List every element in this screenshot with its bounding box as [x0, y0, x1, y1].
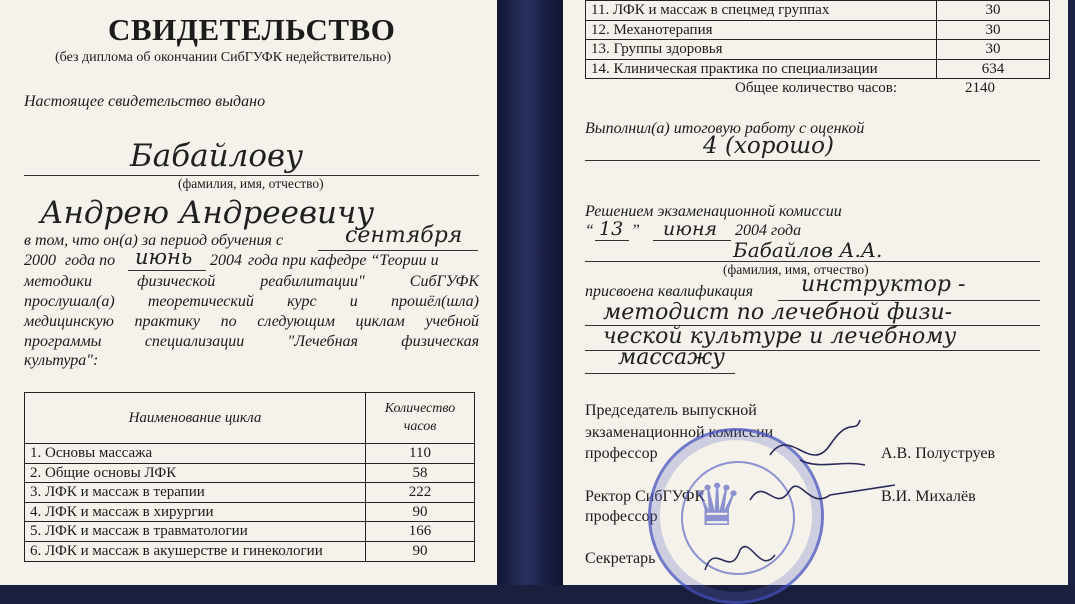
chairman-name: А.В. Полуструев	[881, 445, 996, 462]
document-title: СВИДЕТЕЛЬСТВО	[108, 12, 396, 47]
cycle-hours: 222	[366, 483, 475, 503]
right-page: 11. ЛФК и массаж в спецмед группах 30 12. Механотерапия 30 13. Группы здоровья 30 14. Клиническая практика по специализации 634 Общее количество часов: 2140 Выполнил(а) итоговую работу с оценкой 4 (хорошо) Решением экзаменационной комиссии “ 13 ” июня 2004 года Бабайлов А.А. (фамилия, имя, отчество) присвоена квалификация инструктор - методист по лечебной физи- ческой культуре и лечебному массажу Председатель выпускной экзаменационной комиссии профессор А.В. Полуструев Ректор СибГУФК профессор В.И. Михалёв Секретарь	[563, 0, 1068, 585]
cycle-name: 12. Механотерапия	[586, 20, 937, 40]
table-row	[25, 541, 475, 561]
month-from-handwritten: сентября	[345, 223, 463, 248]
cycle-name: 5. ЛФК и массаж в травматологии	[25, 522, 366, 542]
grade-handwritten: 4 (хорошо)	[703, 133, 834, 159]
issued-to-label: Настоящее свидетельство выдано	[24, 93, 266, 110]
chairman-title-3: профессор	[585, 445, 658, 462]
year-to: 2004	[210, 252, 242, 269]
body-line-3: методики физической реабилитации" СибГУФК	[24, 273, 479, 290]
rector-name: В.И. Михалёв	[881, 488, 976, 505]
decision-name-handwritten: Бабайлов А.А.	[733, 238, 883, 262]
cycle-hours: 30	[937, 40, 1050, 60]
cycle-hours: 90	[366, 541, 475, 561]
table-row	[25, 463, 475, 483]
cycle-name: 13. Группы здоровья	[586, 40, 937, 60]
cycle-name: 6. ЛФК и массаж в акушерстве и гинекологии	[25, 541, 366, 561]
cover-spine	[497, 0, 563, 585]
qualification-line-1: инструктор -	[801, 272, 966, 297]
surname-handwritten: Бабайлову	[130, 138, 304, 174]
surname-caption: (фамилия, имя, отчество)	[178, 176, 324, 191]
header-name: Наименование цикла	[25, 393, 366, 444]
rector-signature	[740, 470, 900, 520]
decision-month: июня	[663, 218, 718, 240]
cycle-hours: 90	[366, 502, 475, 522]
cycles-table-continued	[585, 0, 1050, 79]
cycle-name: 3. ЛФК и массаж в терапии	[25, 483, 366, 503]
decision-year: 2004 года	[735, 222, 802, 239]
body-line-5: медицинскую практику по следующим циклам учебной	[24, 313, 479, 330]
cycle-name: 14. Клиническая практика по специализации	[586, 59, 937, 79]
month-to-handwritten: июнь	[135, 245, 193, 269]
table-row	[586, 1, 1050, 21]
decision-name-caption: (фамилия, имя, отчество)	[723, 262, 869, 277]
qualification-label: присвоена квалификация	[585, 283, 754, 300]
year-from: 2000	[24, 252, 56, 269]
header-hours: Количество часов	[366, 393, 475, 444]
table-row	[25, 444, 475, 464]
qualification-line-3: ческой культуре и лечебному	[603, 324, 957, 349]
cycle-name: 2. Общие основы ЛФК	[25, 463, 366, 483]
cycle-hours: 58	[366, 463, 475, 483]
body-line-4: прослушал(а) теоретический курс и прошёл(шла)	[24, 293, 479, 310]
total-hours-label: Общее количество часов:	[735, 80, 898, 96]
name-handwritten: Андрею Андреевичу	[40, 195, 375, 231]
total-hours-value: 2140	[965, 80, 995, 96]
table-row	[586, 40, 1050, 60]
eagle-emblem-icon: ♛	[691, 471, 743, 539]
qualification-line-4: массажу	[618, 345, 725, 370]
document-subtitle: (без диплома об окончании СибГУФК недействительно)	[55, 50, 392, 65]
table-row	[586, 59, 1050, 79]
table-row	[25, 522, 475, 542]
table-row	[25, 502, 475, 522]
cycle-hours: 30	[937, 20, 1050, 40]
rector-title-1: Ректор СибГУФК	[585, 488, 706, 505]
rector-title-2: профессор	[585, 508, 658, 525]
body-line-6: программы специализации "Лечебная физическая	[24, 333, 479, 350]
cycle-name: 11. ЛФК и массаж в спецмед группах	[586, 1, 937, 21]
secretary-signature	[700, 535, 780, 585]
body-line-7: культура":	[24, 352, 99, 369]
cycle-hours: 166	[366, 522, 475, 542]
cycle-hours: 110	[366, 444, 475, 464]
month-from-line	[318, 250, 478, 251]
cover-edge	[1068, 0, 1075, 585]
graded-label: Выполнил(а) итоговую работу с оценкой	[585, 120, 865, 137]
cycle-name: 4. ЛФК и массаж в хирургии	[25, 502, 366, 522]
cycle-hours: 30	[937, 1, 1050, 21]
cycles-table	[24, 392, 475, 562]
table-row	[25, 483, 475, 503]
decision-label: Решением экзаменационной комиссии	[585, 203, 842, 220]
qualification-line-2: методист по лечебной физи-	[603, 300, 953, 325]
chairman-title-2: экзаменационной комиссии	[585, 424, 774, 441]
cycle-hours: 634	[937, 59, 1050, 79]
cycle-name: 1. Основы массажа	[25, 444, 366, 464]
chairman-title-1: Председатель выпускной	[585, 402, 757, 419]
left-page: СВИДЕТЕЛЬСТВО (без диплома об окончании СибГУФК недействительно) Настоящее свидетельство выдано Бабайлову (фамилия, имя, отчество) Андрею Андреевичу в том, что он(а) за период обучения с сентября 2000 года по июнь 2004 года при кафедре “Теории и методики физической реабилитации" СибГУФК прослушал(а) теоретический курс и прошёл(шла) медицинскую практику по следующим циклам учебной программы специализации "Лечебная физическая культура": Наименование цикла Количество часов 1. Основы массажа 110 2. Общие основы ЛФК 58 3. ЛФК и массаж в терапии 222 4. ЛФК и массаж в хирургии 90 5. ЛФК и массаж в травматологии 166 6. ЛФК и массаж в акушерстве и гинекологии 90	[0, 0, 497, 585]
body-line-1: в том, что он(а) за период обучения с	[24, 232, 284, 249]
secretary-label: Секретарь	[585, 550, 656, 567]
decision-day: 13	[599, 218, 624, 240]
table-row	[586, 20, 1050, 40]
